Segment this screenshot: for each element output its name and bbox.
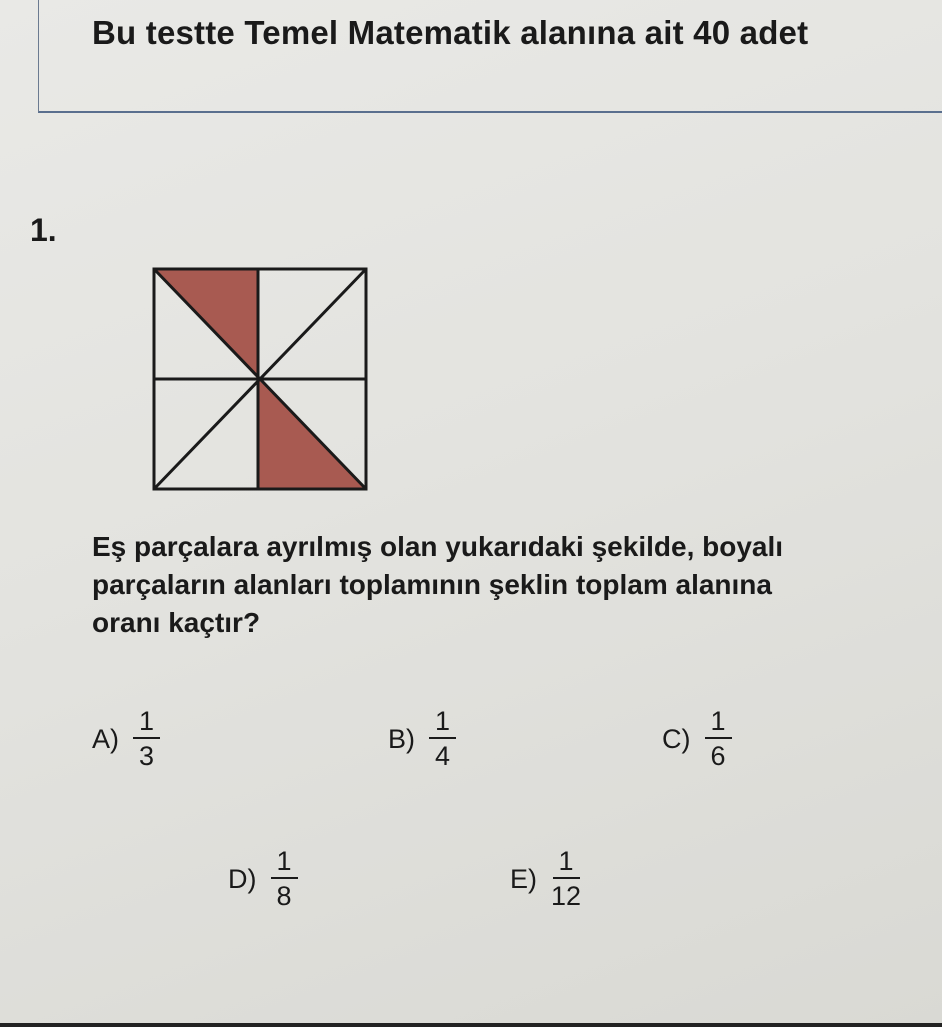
numerator: 1 [429, 705, 456, 739]
option-fraction [271, 845, 298, 913]
option-e[interactable] [510, 845, 581, 913]
option-letter: B) [388, 723, 415, 754]
option-a[interactable] [92, 705, 160, 773]
square-figure [150, 265, 372, 493]
option-b[interactable] [388, 705, 456, 773]
question-number: 1. [30, 212, 57, 248]
option-fraction [429, 705, 456, 773]
question-line: oranı kaçtır? [92, 607, 261, 638]
option-c[interactable] [662, 705, 732, 773]
numerator: 1 [133, 705, 160, 739]
option-d[interactable] [228, 845, 298, 913]
option-letter: E) [510, 863, 537, 894]
denominator: 12 [551, 881, 582, 911]
denominator: 8 [276, 881, 292, 911]
numerator: 1 [705, 705, 732, 739]
question-line: parçaların alanları toplamının şeklin toplam alanına [92, 569, 772, 600]
option-fraction [133, 705, 160, 773]
bottom-edge [0, 1023, 942, 1027]
numerator: 1 [553, 845, 580, 879]
header-text: Bu testte Temel Matematik alanına ait 40 adet [92, 14, 809, 51]
option-fraction [551, 845, 581, 913]
question-text [92, 528, 937, 642]
option-fraction [705, 705, 732, 773]
denominator: 6 [710, 741, 726, 771]
question-line: Eş parçalara ayrılmış olan yukarıdaki şekilde, boyalı [92, 531, 784, 562]
option-letter: D) [228, 863, 257, 894]
option-letter: C) [662, 723, 691, 754]
option-letter: A) [92, 723, 119, 754]
denominator: 3 [139, 741, 155, 771]
numerator: 1 [271, 845, 298, 879]
denominator: 4 [435, 741, 451, 771]
